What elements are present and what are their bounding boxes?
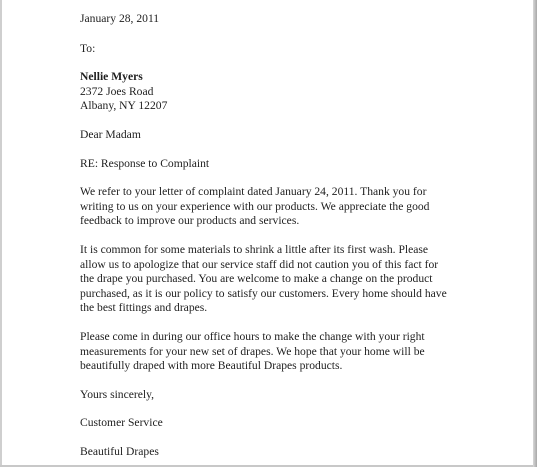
paragraph-line: Please come in during our office hours to make the change with your right [80,329,425,343]
paragraph-line: purchased, as it is our policy to satisfy our customers. Every home should have [80,286,447,300]
greeting: Dear Madam [80,127,141,141]
letter-body [80,12,520,459]
recipient-address [80,70,520,114]
recipient-street: 2372 Joes Road [80,84,154,98]
paragraph-line: We refer to your letter of complaint dated January 24, 2011. Thank you for [80,185,427,199]
recipient-city: Albany, NY 12207 [80,99,168,113]
signature-company: Beautiful Drapes [80,444,159,458]
recipient-name: Nellie Myers [80,70,143,84]
paragraph-line: feedback to improve our products and services. [80,214,300,228]
letter-date: January 28, 2011 [80,12,160,25]
paragraph-line: the best fittings and drapes. [80,301,208,315]
paragraph-line: beautifully draped with more Beautiful Drapes products. [80,359,343,373]
paragraph-3 [80,330,520,374]
subject-line: RE: Response to Complaint [80,156,210,170]
paragraph-line: the drape you purchased. You are welcome to make a change on the product [80,272,433,286]
closing: Yours sincerely, [80,387,155,401]
to-label: To: [80,41,96,55]
paragraph-1 [80,185,520,229]
paragraph-2 [80,243,520,316]
paragraph-line: writing to us on your experience with our products. We appreciate the good [80,199,430,213]
paragraph-line: measurements for your new set of drapes. We hope that your home will be [80,344,425,358]
paragraph-line: It is common for some materials to shrink a little after its first wash. Please [80,242,429,256]
signature-department: Customer Service [80,416,163,430]
paragraph-line: allow us to apologize that our service staff did not caution you of this fact for [80,257,439,271]
